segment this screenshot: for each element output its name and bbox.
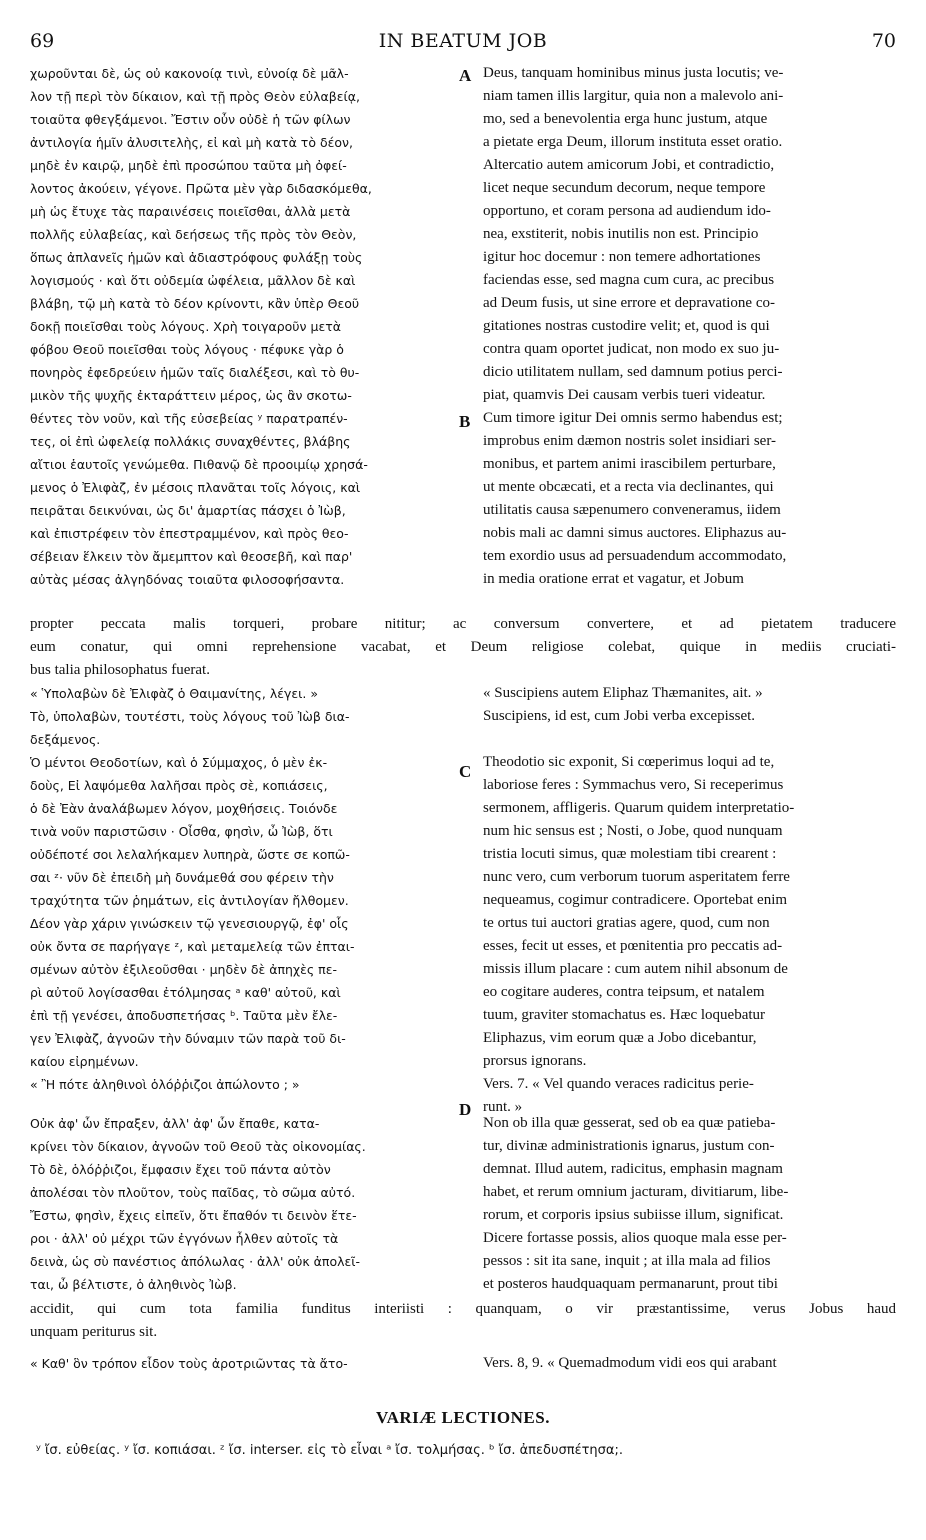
greek-column-block-3 — [30, 1112, 458, 1296]
text-line: ut mente obcæcati, et a recta via declinantes, qui — [483, 479, 774, 495]
text-line: φόβου Θεοῦ ποιεῖσθαι τοὺς λόγους · πέφυκε γὰρ ὁ — [30, 342, 344, 357]
text-line: igitur hoc docemur : non temere adhortationes — [483, 249, 761, 265]
text-line: mo, sed a benevolentia erga hunc justum, atque — [483, 111, 768, 127]
text-line: nunc vero, cum verborum tuorum asperitatem ferre — [483, 869, 790, 885]
text-line: contra quam oportet judicat, non modo ex suo ju- — [483, 341, 780, 357]
text-line: σμένων αὐτὸν ἐξιλεοῦσθαι · μηδὲν δὲ ἀπηχὲς πε- — [30, 962, 337, 977]
text-line: faciendas esse, sed magna cum cura, ac precibus — [483, 272, 775, 288]
text-line: tuum, graviter stomachatus es. Hæc loquebatur — [483, 1007, 766, 1023]
text-line: tristia locuti simus, quæ molestiam tibi crearent : — [483, 846, 777, 862]
text-line: pessos : sit ita sane, inquit ; at illa mala ad filios — [483, 1253, 771, 1269]
text-line: δοκῇ ποιεῖσθαι τοὺς λόγους. Χρὴ τοιγαροῦν μετὰ — [30, 319, 341, 334]
text-line: τες, οἱ ἐπὶ ὠφελείᾳ πολλάκις συναχθέντες, βλάβης — [30, 434, 351, 449]
text-line: πονηρὸς ἐφεδρεύειν ἡμῶν ταῖς διαλέξεσι, καὶ τὸ θυ- — [30, 365, 360, 380]
text-line: rorum, et corporis ipsius subiisse illum, significat. — [483, 1207, 784, 1223]
text-line: λοντος ἀκούειν, γέγονε. Πρῶτα μὲν γὰρ διδασκόμεθα, — [30, 181, 372, 196]
text-line: δοὺς, Εἰ λαψόμεθα λαλῆσαι πρὸς σὲ, κοπιάσεις, — [30, 778, 328, 793]
text-line: ad Deum fusis, ut sine errore et depravatione co- — [483, 295, 775, 311]
text-line: ροι · ἀλλ' οὐ μέχρι τῶν ἐγγόνων ἦλθεν αὐτοῖς τὰ — [30, 1231, 339, 1246]
text-line: eo cogitare auderes, contra teipsum, et natalem — [483, 984, 765, 1000]
text-line: Suscipiens, id est, cum Jobi verba excepisset. — [483, 708, 756, 724]
text-line: κρίνει τὸν δίκαιον, ἀγνοῶν τοῦ Θεοῦ τὰς οἰκονομίας. — [30, 1139, 366, 1154]
text-line: οὐδέποτέ σοι λελαλήκαμεν λυπηρὰ, ὥστε σε κοπῶ- — [30, 847, 350, 862]
text-line: laboriose feres : Symmachus vero, Si receperimus — [483, 777, 784, 793]
greek-column-block-1 — [30, 62, 458, 591]
text-line: num hic sensus est ; Nosti, o Jobe, quod nunquam — [483, 823, 783, 839]
text-line: te ortus tui auctori gratias agere, quod, cum non — [483, 915, 770, 931]
margin-letter-c: C — [459, 762, 472, 781]
text-line: ται, ὦ βέλτιστε, ὁ ἀληθινὸς Ἰὼβ. — [30, 1277, 237, 1292]
text-line: demnat. Illud autem, radicitus, emphasin magnam — [483, 1161, 783, 1177]
text-line: bus talia philosophatus fuerat. — [30, 662, 210, 678]
latin-column-block-3 — [483, 1112, 893, 1296]
text-line: γεν Ἐλιφὰζ, ἀγνοῶν τὴν δύναμιν τῶν παρὰ τοῦ δι- — [30, 1031, 346, 1046]
latin-column-block-1 — [483, 62, 893, 591]
text-line: monibus, et partem animi irascibilem perturbare, — [483, 456, 776, 472]
text-line: Cum timore igitur Dei omnis sermo habendus est; — [483, 410, 783, 426]
text-line: ὁ δὲ Ἐὰν ἀναλάβωμεν λόγον, μοχθήσεις. Τοιόνδε — [30, 801, 338, 816]
text-line: propter peccata malis torqueri, probare nititur; ac conversum convertere, et ad pietatem traducere — [30, 616, 896, 632]
text-line: ἀπολέσαι τὸν πλοῦτον, τοὺς παῖδας, τὸ σῶμα αὐτό. — [30, 1185, 356, 1200]
latin-column-block-4 — [483, 1352, 893, 1375]
text-line: Theodotio sic exponit, Si cœperimus loqui ad te, — [483, 754, 775, 770]
greek-column-block-2 — [30, 682, 458, 1096]
text-line: Eliphazus, vim eorum quæ a Jobo dicebantur, — [483, 1030, 757, 1046]
text-line: Τὸ, ὑπολαβὼν, τουτέστι, τοὺς λόγους τοῦ Ἰὼβ δια- — [30, 709, 350, 724]
text-line: τινὰ νοῦν παριστῶσιν · Οἶσθα, φησὶν, ὦ Ἰὼβ, ὅτι — [30, 824, 333, 839]
text-line: μικὸν τῆς ψυχῆς ἐκταράττειν μέρος, ὡς ἂν σκοτω- — [30, 388, 352, 403]
text-line: δεξάμενος. — [30, 732, 101, 747]
text-line: Vers. 7. « Vel quando veraces radicitus perie- — [483, 1076, 754, 1092]
text-line — [483, 728, 893, 751]
page-header — [0, 30, 926, 60]
latin-column-block-2 — [483, 682, 893, 1119]
page-number-right: 70 — [871, 30, 896, 52]
text-line: ὅπως ἀπλανεῖς ἡμῶν καὶ ἀδιαστρόφους φυλάξῃ τοὺς — [30, 250, 363, 265]
text-line: τοιαῦτα φθεγξάμενοι. Ἔστιν οὖν οὐδὲ ἡ τῶν φίλων — [30, 112, 351, 127]
text-line: μενος ὁ Ἐλιφὰζ, ἐν μέσοις πλανᾶται τοῖς λόγοις, καὶ — [30, 480, 361, 495]
text-line: « Καθ' ὃν τρόπον εἶδον τοὺς ἀροτριῶντας τὰ ἄτο- — [30, 1356, 348, 1371]
text-line: improbus enim dæmon nostris solet insidiari ser- — [483, 433, 777, 449]
full-width-paragraph-1 — [30, 613, 896, 682]
text-line: esses, fecit ut esses, et pœnitentia pro peccatis ad- — [483, 938, 783, 954]
text-line: Deus, tanquam hominibus minus justa locutis; ve- — [483, 65, 784, 81]
text-line: prorsus ignorans. — [483, 1053, 587, 1069]
text-line: Vers. 8, 9. « Quemadmodum vidi eos qui arabant — [483, 1355, 777, 1371]
text-line: χωροῦνται δὲ, ὡς οὐ κακονοίᾳ τινὶ, εὐνοίᾳ δὲ μᾶλ- — [30, 66, 349, 81]
text-line: nequeamus, cogimur contradicere. Oportebat enim — [483, 892, 788, 908]
full-width-paragraph-2 — [30, 1298, 896, 1344]
text-line: πειρᾶται δεικνύναι, ὡς δι' ἁμαρτίας πάσχει ὁ Ἰὼβ, — [30, 503, 346, 518]
text-line: a pietate erga Deum, illorum instituta esset oratio. — [483, 134, 783, 150]
text-line: Non ob illa quæ gesserat, sed ob ea quæ patieba- — [483, 1115, 776, 1131]
text-line: runt. » — [483, 1099, 523, 1115]
text-line: « Ἢ πότε ἀληθινοὶ ὁλόῤῥιζοι ἀπώλοντο ; » — [30, 1077, 300, 1092]
text-line: in media oratione errat et vagatur, et Jobum — [483, 571, 744, 587]
text-line: θέντες τὸν νοῦν, καὶ τῆς εὐσεβείας ʸ παρατραπέν- — [30, 411, 348, 426]
text-line: σαι ᶻ· νῦν δὲ ἐπειδὴ μὴ δυνάμεθά σου φέρειν τὴν — [30, 870, 334, 885]
text-line: ρὶ αὐτοῦ λογίσασθαι ἐτόλμησας ᵃ καθ' αὐτοῦ, καὶ — [30, 985, 341, 1000]
text-line: ἐπὶ τῇ γενέσει, ἀποδυσπετήσας ᵇ. Ταῦτα μὲν ἔλε- — [30, 1008, 338, 1023]
margin-letter-b: B — [459, 412, 471, 431]
text-line: unquam periturus sit. — [30, 1324, 158, 1340]
text-line: nea, exstiterit, nobis inutilis non est. Principio — [483, 226, 759, 242]
text-line: αἴτιοι ἑαυτοῖς γενώμεθα. Πιθανῷ δὲ προοιμίῳ χρησά- — [30, 457, 368, 472]
page-number-left: 69 — [30, 30, 55, 52]
text-line: Ἔστω, φησὶν, ἔχεις εἰπεῖν, ὅτι ἔπαθόν τι δεινὸν ἕτε- — [30, 1208, 357, 1223]
text-line: λον τῇ περὶ τὸν δίκαιον, καὶ τῇ πρὸς Θεὸν εὐλαβείᾳ, — [30, 89, 360, 104]
text-line: πολλῆς εὐλαβείας, καὶ δεήσεως τῆς πρὸς τὸν Θεὸν, — [30, 227, 357, 242]
text-line: licet neque secundum decorum, neque tempore — [483, 180, 766, 196]
text-line: accidit, qui cum tota familia funditus interiisti : quanquam, o vir præstantissime, verus Jobus haud — [30, 1301, 896, 1317]
text-line: dicio utilitatem nullam, sed damnum potius perci- — [483, 364, 783, 380]
text-line: μηδὲ ἐν καιρῷ, μηδὲ ἐπὶ προσώπου ταῦτα μὴ ὀφεί- — [30, 158, 347, 173]
text-line: « Suscipiens autem Eliphaz Thæmanites, ait. » — [483, 685, 763, 701]
text-line: Οὐκ ἀφ' ὧν ἔπραξεν, ἀλλ' ἀφ' ὧν ἔπαθε, κατα- — [30, 1116, 320, 1131]
text-line: Altercatio autem amicorum Jobi, et contradictio, — [483, 157, 775, 173]
text-line: ἀντιλογία ἡμῖν ἀλυσιτελὴς, εἰ καὶ μὴ κατὰ τὸ δέον, — [30, 135, 353, 150]
text-line: σέβειαν ἕλκειν τὸν ἄμεμπτον καὶ θεοσεβῆ, καὶ παρ' — [30, 549, 353, 564]
text-line: tem exordio usus ad persuadendum accommodato, — [483, 548, 787, 564]
text-line: Dicere fortasse possis, alios quoque mala esse per- — [483, 1230, 787, 1246]
running-title: IN BEATUM JOB — [378, 30, 548, 52]
text-line: et posteros haudquaquam permanarunt, prout tibi — [483, 1276, 778, 1292]
text-line: sermonem, affligeris. Quarum quidem interpretatio- — [483, 800, 795, 816]
text-line: habet, et rerum omnium jacturam, divitiarum, libe- — [483, 1184, 789, 1200]
text-line: missis illum placare : cum autem nihil absonum de — [483, 961, 788, 977]
variae-lectiones-notes: ʸ ἴσ. εὐθείας. ʸ ἴσ. κοπιάσαι. ᶻ ἴσ. interser. εἰς τὸ εἶναι ᵃ ἴσ. τολμήσας. ᵇ ἴσ. ἀπεδυσπέτησα;. — [36, 1443, 623, 1458]
text-line: « Ὑπολαβὼν δὲ Ἐλιφὰζ ὁ Θαιμανίτης, λέγει. » — [30, 686, 318, 701]
text-line: μὴ ὡς ἔτυχε τὰς παραινέσεις ποιεῖσθαι, ἀλλὰ μετὰ — [30, 204, 351, 219]
variae-lectiones-title: VARIÆ LECTIONES. — [376, 1408, 550, 1427]
text-line: opportuno, et coram persona ad audiendum ido- — [483, 203, 771, 219]
text-line: Ὁ μέντοι Θεοδοτίων, καὶ ὁ Σύμμαχος, ὁ μὲν ἐκ- — [30, 755, 328, 770]
text-line: δεινὰ, ὡς σὺ πανέστιος ἀπόλωλας · ἀλλ' οὐκ ἀπολεῖ- — [30, 1254, 360, 1269]
margin-letter-d: D — [459, 1100, 472, 1119]
text-line: nobis mali ac damni simus auctores. Eliphazus au- — [483, 525, 787, 541]
text-line: Τὸ δὲ, ὁλόῤῥιζοι, ἔμφασιν ἔχει τοῦ πάντα αὐτὸν — [30, 1162, 331, 1177]
text-line: τραχύτητα τῶν ῥημάτων, εἰς ἀντιλογίαν ἤλθομεν. — [30, 893, 349, 908]
text-line: οὐκ ὄντα σε παρήγαγε ᶻ, καὶ μεταμελείᾳ τῶν ἐπται- — [30, 939, 355, 954]
text-line: tur, divinæ administrationis ignarus, justum con- — [483, 1138, 775, 1154]
text-line: βλάβη, τῷ μὴ κατὰ τὸ δέον κρίνοντι, κἂν ὑπὲρ Θεοῦ — [30, 296, 360, 311]
text-line: Δέον γὰρ χάριν γινώσκειν τῷ γενεσιουργῷ, ἐφ' οἷς — [30, 916, 349, 931]
text-line: eum conatur, qui omni reprehensione vacabat, et Deum religiose colebat, quique in mediis cruciati- — [30, 639, 896, 655]
text-line: καὶ ἐπιστρέφειν τὸν ἐπεστραμμένον, καὶ πρὸς θεο- — [30, 526, 349, 541]
margin-letter-a: A — [459, 66, 472, 85]
greek-column-block-4 — [30, 1352, 458, 1375]
text-line: αὐτὰς μέσας ἀλγηδόνας τοιαῦτα φιλοσοφήσαντα. — [30, 572, 345, 587]
text-line: utilitatis causa sæpenumero conveneramus, iidem — [483, 502, 781, 518]
text-line: λογισμούς · καὶ ὅτι οὐδεμία ὠφέλεια, μᾶλλον δὲ καὶ — [30, 273, 356, 288]
text-line: piat, quamvis Dei causam verbis tueri videatur. — [483, 387, 766, 403]
text-line: καίου εἰρημένων. — [30, 1054, 139, 1069]
text-line: gitationes nostras custodire velit; et, quod is qui — [483, 318, 770, 334]
text-line: niam tamen illis largitur, quia non a malevolo ani- — [483, 88, 784, 104]
